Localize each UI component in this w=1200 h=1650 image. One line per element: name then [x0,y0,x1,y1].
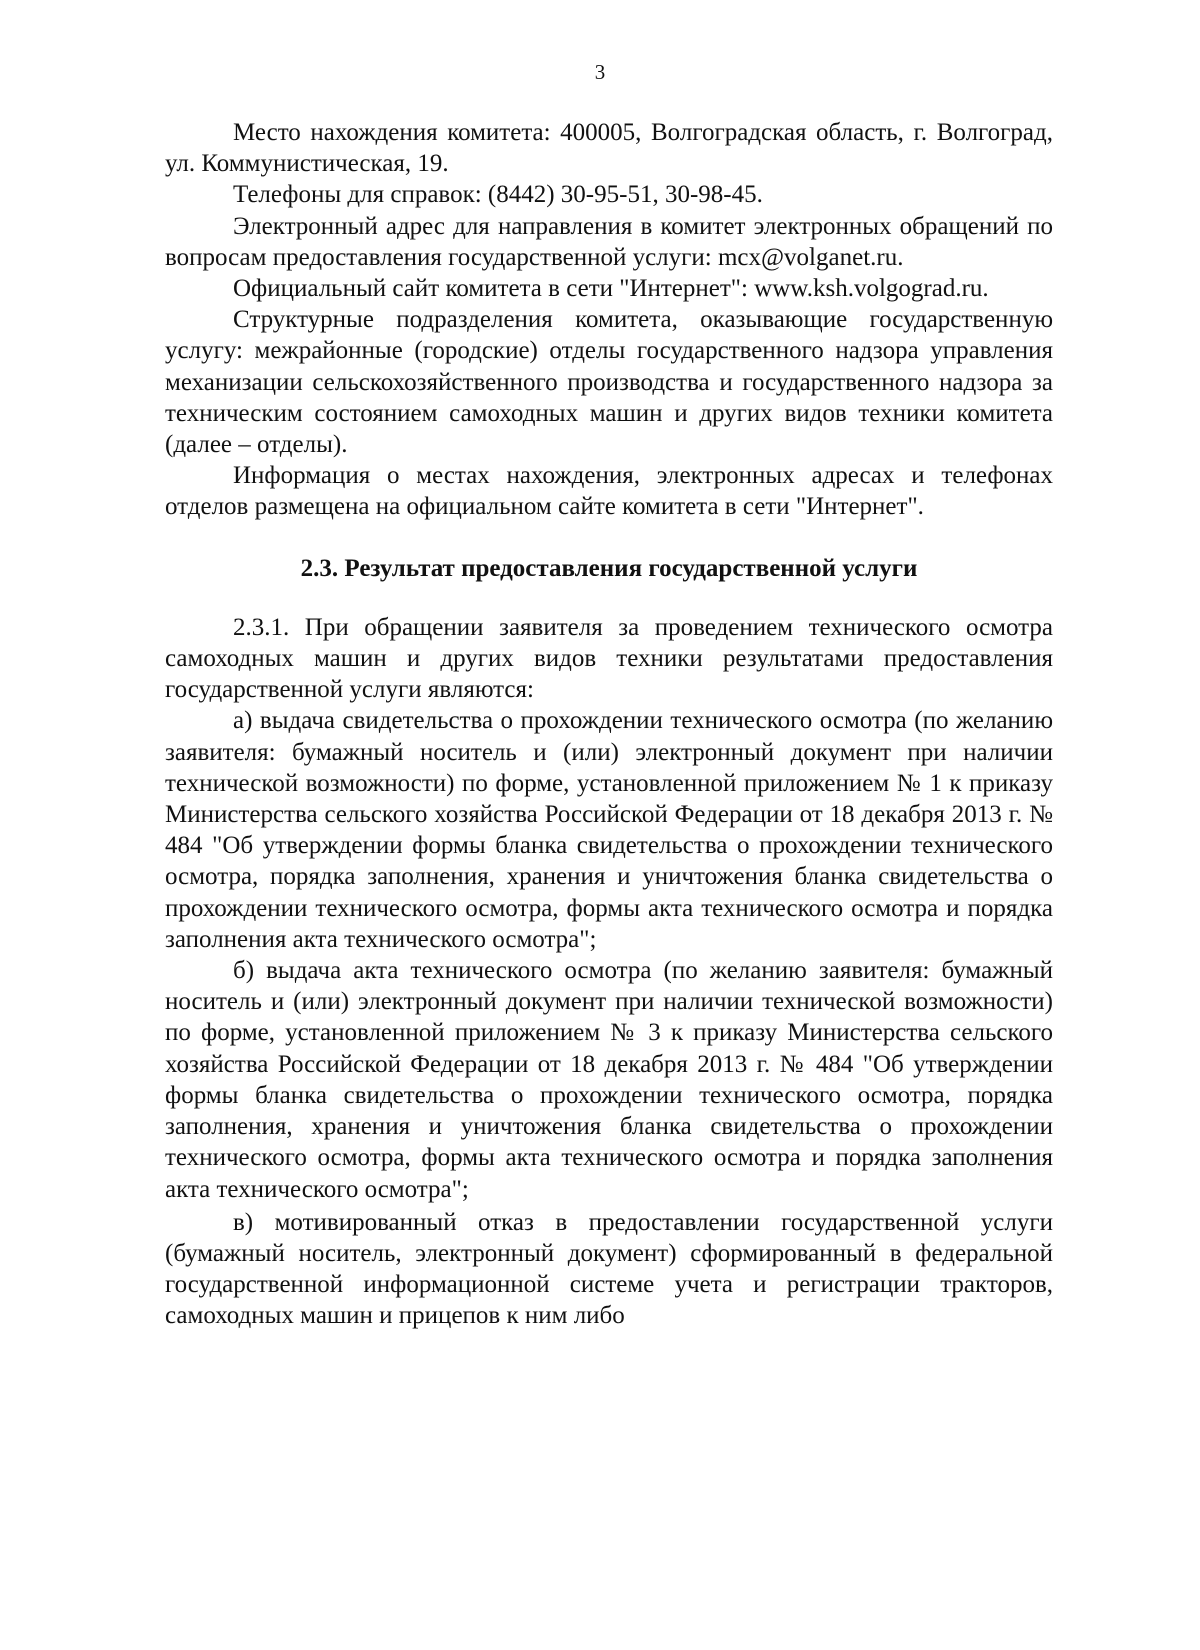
paragraph-website: Официальный сайт комитета в сети "Интернет": www.ksh.volgograd.ru. [233,275,989,303]
paragraph-item-v: в) мотивированный отказ в предоставлении государственной услуги (бумажный носитель, электронный документ) сформированный в федеральной государственной информационной системе учета и регистрации тракторов, самоходных машин и прицепов к ним либо [165,1208,1053,1330]
paragraph-committee-location: Место нахождения комитета: 400005, Волгоградская область, г. Волгоград, ул. Коммунистическая, 19. [165,119,1053,178]
paragraph-email: Электронный адрес для направления в комитет электронных обращений по вопросам предоставления государственной услуги: mcx@volganet.ru. [165,212,1053,271]
paragraph-phones: Телефоны для справок: (8442) 30-95-51, 30-98-45. [233,181,763,209]
paragraph-subdivisions: Структурные подразделения комитета, оказывающие государственную услугу: межрайонные (городские) отделы государственного надзора управления механизации сельскохозяйственного производства и государственного надзора за техническим состоянием самоходных машин и других видов техники комитета (далее – отделы). [165,306,1053,459]
paragraph-item-a: а) выдача свидетельства о прохождении технического осмотра (по желанию заявителя: бумажный носитель и (или) электронный документ при наличии технической возможности) по форме, установленной приложением № 1 к приказу Министерства сельского хозяйства Российской Федерации от 18 декабря 2013 г. № 484 "Об утверждении формы бланка свидетельства о прохождении технического осмотра, порядка заполнения, хранения и уничтожения бланка свидетельства о прохождении технического осмотра, формы акта технического осмотра и порядка заполнения акта технического осмотра"; [165,707,1053,953]
paragraph-departments-info: Информация о местах нахождения, электронных адресах и телефонах отделов размещена на официальном сайте комитета в сети "Интернет". [165,462,1053,521]
section-heading: 2.3. Результат предоставления государственной услуги [300,554,918,582]
paragraph-2-3-1: 2.3.1. При обращении заявителя за проведением технического осмотра самоходных машин и других видов техники результатами предоставления государственной услуги являются: [165,613,1053,704]
document-body [165,117,1053,1332]
page-number: 3 [594,60,606,84]
paragraph-item-b: б) выдача акта технического осмотра (по желанию заявителя: бумажный носитель и (или) электронный документ при наличии технической возможности) по форме, установленной приложением № 3 к приказу Министерства сельского хозяйства Российской Федерации от 18 декабря 2013 г. № 484 "Об утверждении формы бланка свидетельства о прохождении технического осмотра, порядка заполнения, хранения и уничтожения бланка свидетельства о прохождении технического осмотра, формы акта технического осмотра и порядка заполнения акта технического осмотра"; [165,957,1053,1203]
